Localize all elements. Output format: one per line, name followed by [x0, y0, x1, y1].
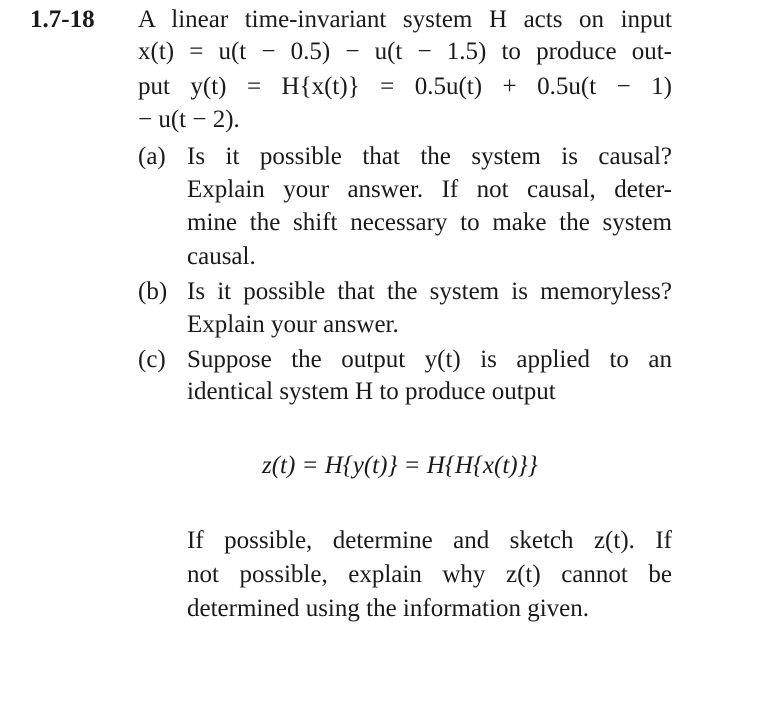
part-a-line: mine the shift necessary to make the system: [187, 209, 672, 236]
part-c-line: identical system H to produce output: [187, 378, 556, 405]
part-c-line: Suppose the output y(t) is applied to an: [187, 346, 672, 373]
intro-line: x(t) = u(t − 0.5) − u(t − 1.5) to produce out-: [138, 38, 672, 65]
intro-line: put y(t) = H{x(t)} = 0.5u(t) + 0.5u(t − 1): [138, 73, 672, 100]
part-c-label: (c): [138, 346, 166, 373]
part-b-line: Is it possible that the system is memoryless?: [187, 278, 672, 305]
problem-number: 1.7-18: [30, 6, 95, 33]
part-a-line: Is it possible that the system is causal?: [187, 143, 672, 170]
part-b-line: Explain your answer.: [187, 311, 399, 338]
part-b-label: (b): [138, 278, 168, 305]
part-a-line: Explain your answer. If not causal, deter-: [187, 176, 672, 203]
equation: z(t) = H{y(t)} = H{H{x(t)}}: [262, 452, 538, 479]
part-a-line: causal.: [187, 243, 256, 270]
intro-line: − u(t − 2).: [138, 106, 240, 133]
part-a-label: (a): [138, 143, 166, 170]
closing-line: determined using the information given.: [187, 595, 589, 622]
intro-line: A linear time-invariant system H acts on input: [138, 6, 672, 33]
closing-line: not possible, explain why z(t) cannot be: [187, 561, 672, 588]
closing-line: If possible, determine and sketch z(t). If: [187, 527, 672, 554]
